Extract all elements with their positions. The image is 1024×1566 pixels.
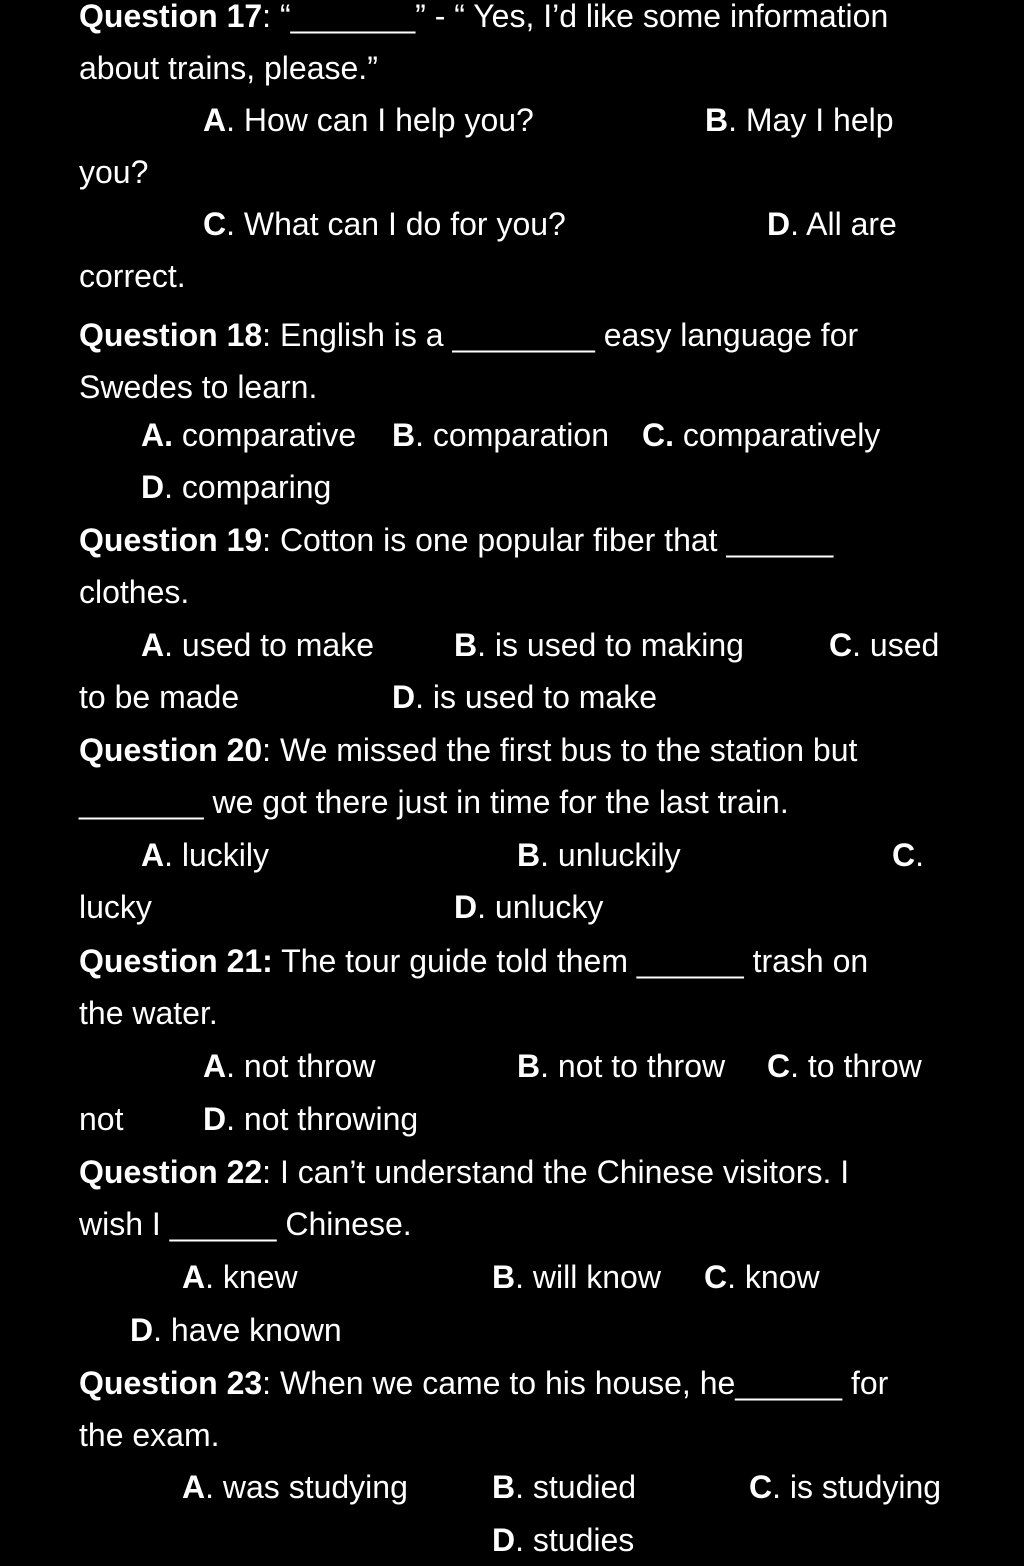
q23-option-d-text: . studies — [515, 1522, 635, 1558]
q21-stem-1: The tour guide told them ______ trash on — [272, 943, 869, 979]
q20-option-a-letter: A — [141, 837, 165, 873]
q20-line-2: _______ we got there just in time for the last train. — [79, 784, 789, 820]
q22-option-a — [182, 1261, 298, 1293]
q23-option-b — [492, 1471, 636, 1503]
q17-label: Question 17 — [79, 0, 263, 34]
q20-option-a-text: . luckily — [164, 837, 270, 873]
q17-option-b-cont: you? — [79, 154, 149, 190]
q20-option-d — [454, 891, 603, 923]
q20-option-b-letter: B — [517, 837, 541, 873]
q20-label: Question 20 — [79, 732, 263, 768]
q22-stem-1: : I can’t understand the Chinese visitors. I — [262, 1154, 850, 1190]
q19-option-c — [829, 629, 939, 661]
q19-label: Question 19 — [79, 522, 263, 558]
q23-stem-1: : When we came to his house, he______ for — [262, 1365, 889, 1401]
q19-stem-1: : Cotton is one popular fiber that ______ — [262, 522, 834, 558]
q18-option-b-text: . comparation — [415, 417, 609, 453]
q17-option-a-text: . How can I help you? — [226, 102, 534, 138]
q19-option-b-letter: B — [454, 627, 478, 663]
q17-option-d-text: . All are — [790, 206, 897, 242]
q19-option-a-text: . used to make — [164, 627, 374, 663]
q20-option-b — [517, 839, 681, 871]
q20-option-d-text: . unlucky — [477, 889, 604, 925]
q22-option-d-text: . have known — [153, 1312, 342, 1348]
q21-option-a-letter: A — [203, 1048, 227, 1084]
q21-option-a — [203, 1050, 376, 1082]
q23-option-c-letter: C — [749, 1469, 773, 1505]
q23-option-a-letter: A — [182, 1469, 206, 1505]
q21-option-c-cont: not — [79, 1101, 124, 1137]
q21-line-2: the water. — [79, 995, 218, 1031]
q21-option-a-text: . not throw — [226, 1048, 376, 1084]
q23-option-c — [749, 1471, 941, 1503]
q19-option-d — [392, 681, 657, 713]
q21-option-c-letter: C — [767, 1048, 791, 1084]
q19-option-b-text: . is used to making — [477, 627, 744, 663]
q23-option-d — [492, 1524, 634, 1556]
q18-option-b-letter: B — [392, 417, 416, 453]
q17-option-b — [705, 104, 894, 136]
q22-option-c-letter: C — [704, 1259, 728, 1295]
q22-option-b-letter: B — [492, 1259, 516, 1295]
q20-option-a — [141, 839, 269, 871]
q17-stem-1: : “_______” - “ Yes, I’d like some information — [262, 0, 889, 34]
q18-option-a-letter: A. — [141, 417, 173, 453]
q17-option-d — [767, 208, 897, 240]
q23-option-d-letter: D — [492, 1522, 516, 1558]
q17-option-c-text: . What can I do for you? — [226, 206, 566, 242]
q20-option-c-cont: lucky — [79, 889, 152, 925]
q22-line-2: wish I ______ Chinese. — [79, 1206, 412, 1242]
q20-option-b-text: . unluckily — [540, 837, 681, 873]
q21-option-b-text: . not to throw — [540, 1048, 726, 1084]
q18-label: Question 18 — [79, 317, 263, 353]
q17-option-d-letter: D — [767, 206, 791, 242]
q18-line-1 — [79, 319, 858, 351]
q19-option-d-text: . is used to make — [415, 679, 657, 715]
q17-option-a — [203, 104, 534, 136]
q19-option-c-letter: C — [829, 627, 853, 663]
q19-line-2: clothes. — [79, 574, 190, 610]
q21-option-d — [203, 1103, 418, 1135]
q23-line-2: the exam. — [79, 1417, 220, 1453]
q17-option-d-cont: correct. — [79, 258, 186, 294]
q23-option-a — [182, 1471, 408, 1503]
q23-option-c-text: . is studying — [772, 1469, 942, 1505]
q22-option-b-text: . will know — [515, 1259, 661, 1295]
q20-option-c — [892, 839, 924, 871]
q18-option-b — [392, 419, 609, 451]
q23-option-b-letter: B — [492, 1469, 516, 1505]
q17-line-1 — [79, 0, 888, 32]
q22-option-d — [130, 1314, 342, 1346]
q17-option-b-text: . May I help — [728, 102, 894, 138]
q20-option-c-letter: C — [892, 837, 916, 873]
q21-option-d-letter: D — [203, 1101, 227, 1137]
q20-line-1 — [79, 734, 857, 766]
q22-option-c-text: . know — [727, 1259, 820, 1295]
q17-option-b-letter: B — [705, 102, 729, 138]
q18-option-c-letter: C. — [642, 417, 674, 453]
q18-option-d — [141, 471, 331, 503]
q21-option-d-text: . not throwing — [226, 1101, 419, 1137]
q20-option-d-letter: D — [454, 889, 478, 925]
q22-option-a-letter: A — [182, 1259, 206, 1295]
q22-option-c — [704, 1261, 820, 1293]
q21-option-c-text: . to throw — [790, 1048, 922, 1084]
q18-option-d-letter: D — [141, 469, 165, 505]
q19-option-a — [141, 629, 374, 661]
q21-option-b — [517, 1050, 725, 1082]
q17-line-2: about trains, please.” — [79, 50, 378, 86]
q19-option-c-cont: to be made — [79, 679, 240, 715]
q18-line-2: Swedes to learn. — [79, 369, 318, 405]
q17-option-c — [203, 208, 566, 240]
q23-option-a-text: . was studying — [205, 1469, 408, 1505]
q22-option-d-letter: D — [130, 1312, 154, 1348]
q20-stem-1: : We missed the first bus to the station but — [262, 732, 858, 768]
q22-option-a-text: . knew — [205, 1259, 298, 1295]
q21-label: Question 21: — [79, 943, 273, 979]
q23-label: Question 23 — [79, 1365, 263, 1401]
q17-option-c-letter: C — [203, 206, 227, 242]
q21-line-1 — [79, 945, 868, 977]
q20-option-c-text: . — [915, 837, 924, 873]
q19-option-c-text: . used — [852, 627, 940, 663]
q22-line-1 — [79, 1156, 849, 1188]
q22-label: Question 22 — [79, 1154, 263, 1190]
q18-option-a — [141, 419, 356, 451]
q17-option-a-letter: A — [203, 102, 227, 138]
q21-option-c — [767, 1050, 922, 1082]
q18-option-c-text: comparatively — [674, 417, 881, 453]
q19-option-a-letter: A — [141, 627, 165, 663]
q23-line-1 — [79, 1367, 888, 1399]
q19-option-b — [454, 629, 744, 661]
q18-stem-1: : English is a ________ easy language for — [262, 317, 859, 353]
q18-option-c — [642, 419, 880, 451]
q18-option-d-text: . comparing — [164, 469, 332, 505]
q21-option-b-letter: B — [517, 1048, 541, 1084]
q19-option-d-letter: D — [392, 679, 416, 715]
q22-option-b — [492, 1261, 661, 1293]
q23-option-b-text: . studied — [515, 1469, 637, 1505]
q19-line-1 — [79, 524, 833, 556]
q18-option-a-text: comparative — [173, 417, 357, 453]
